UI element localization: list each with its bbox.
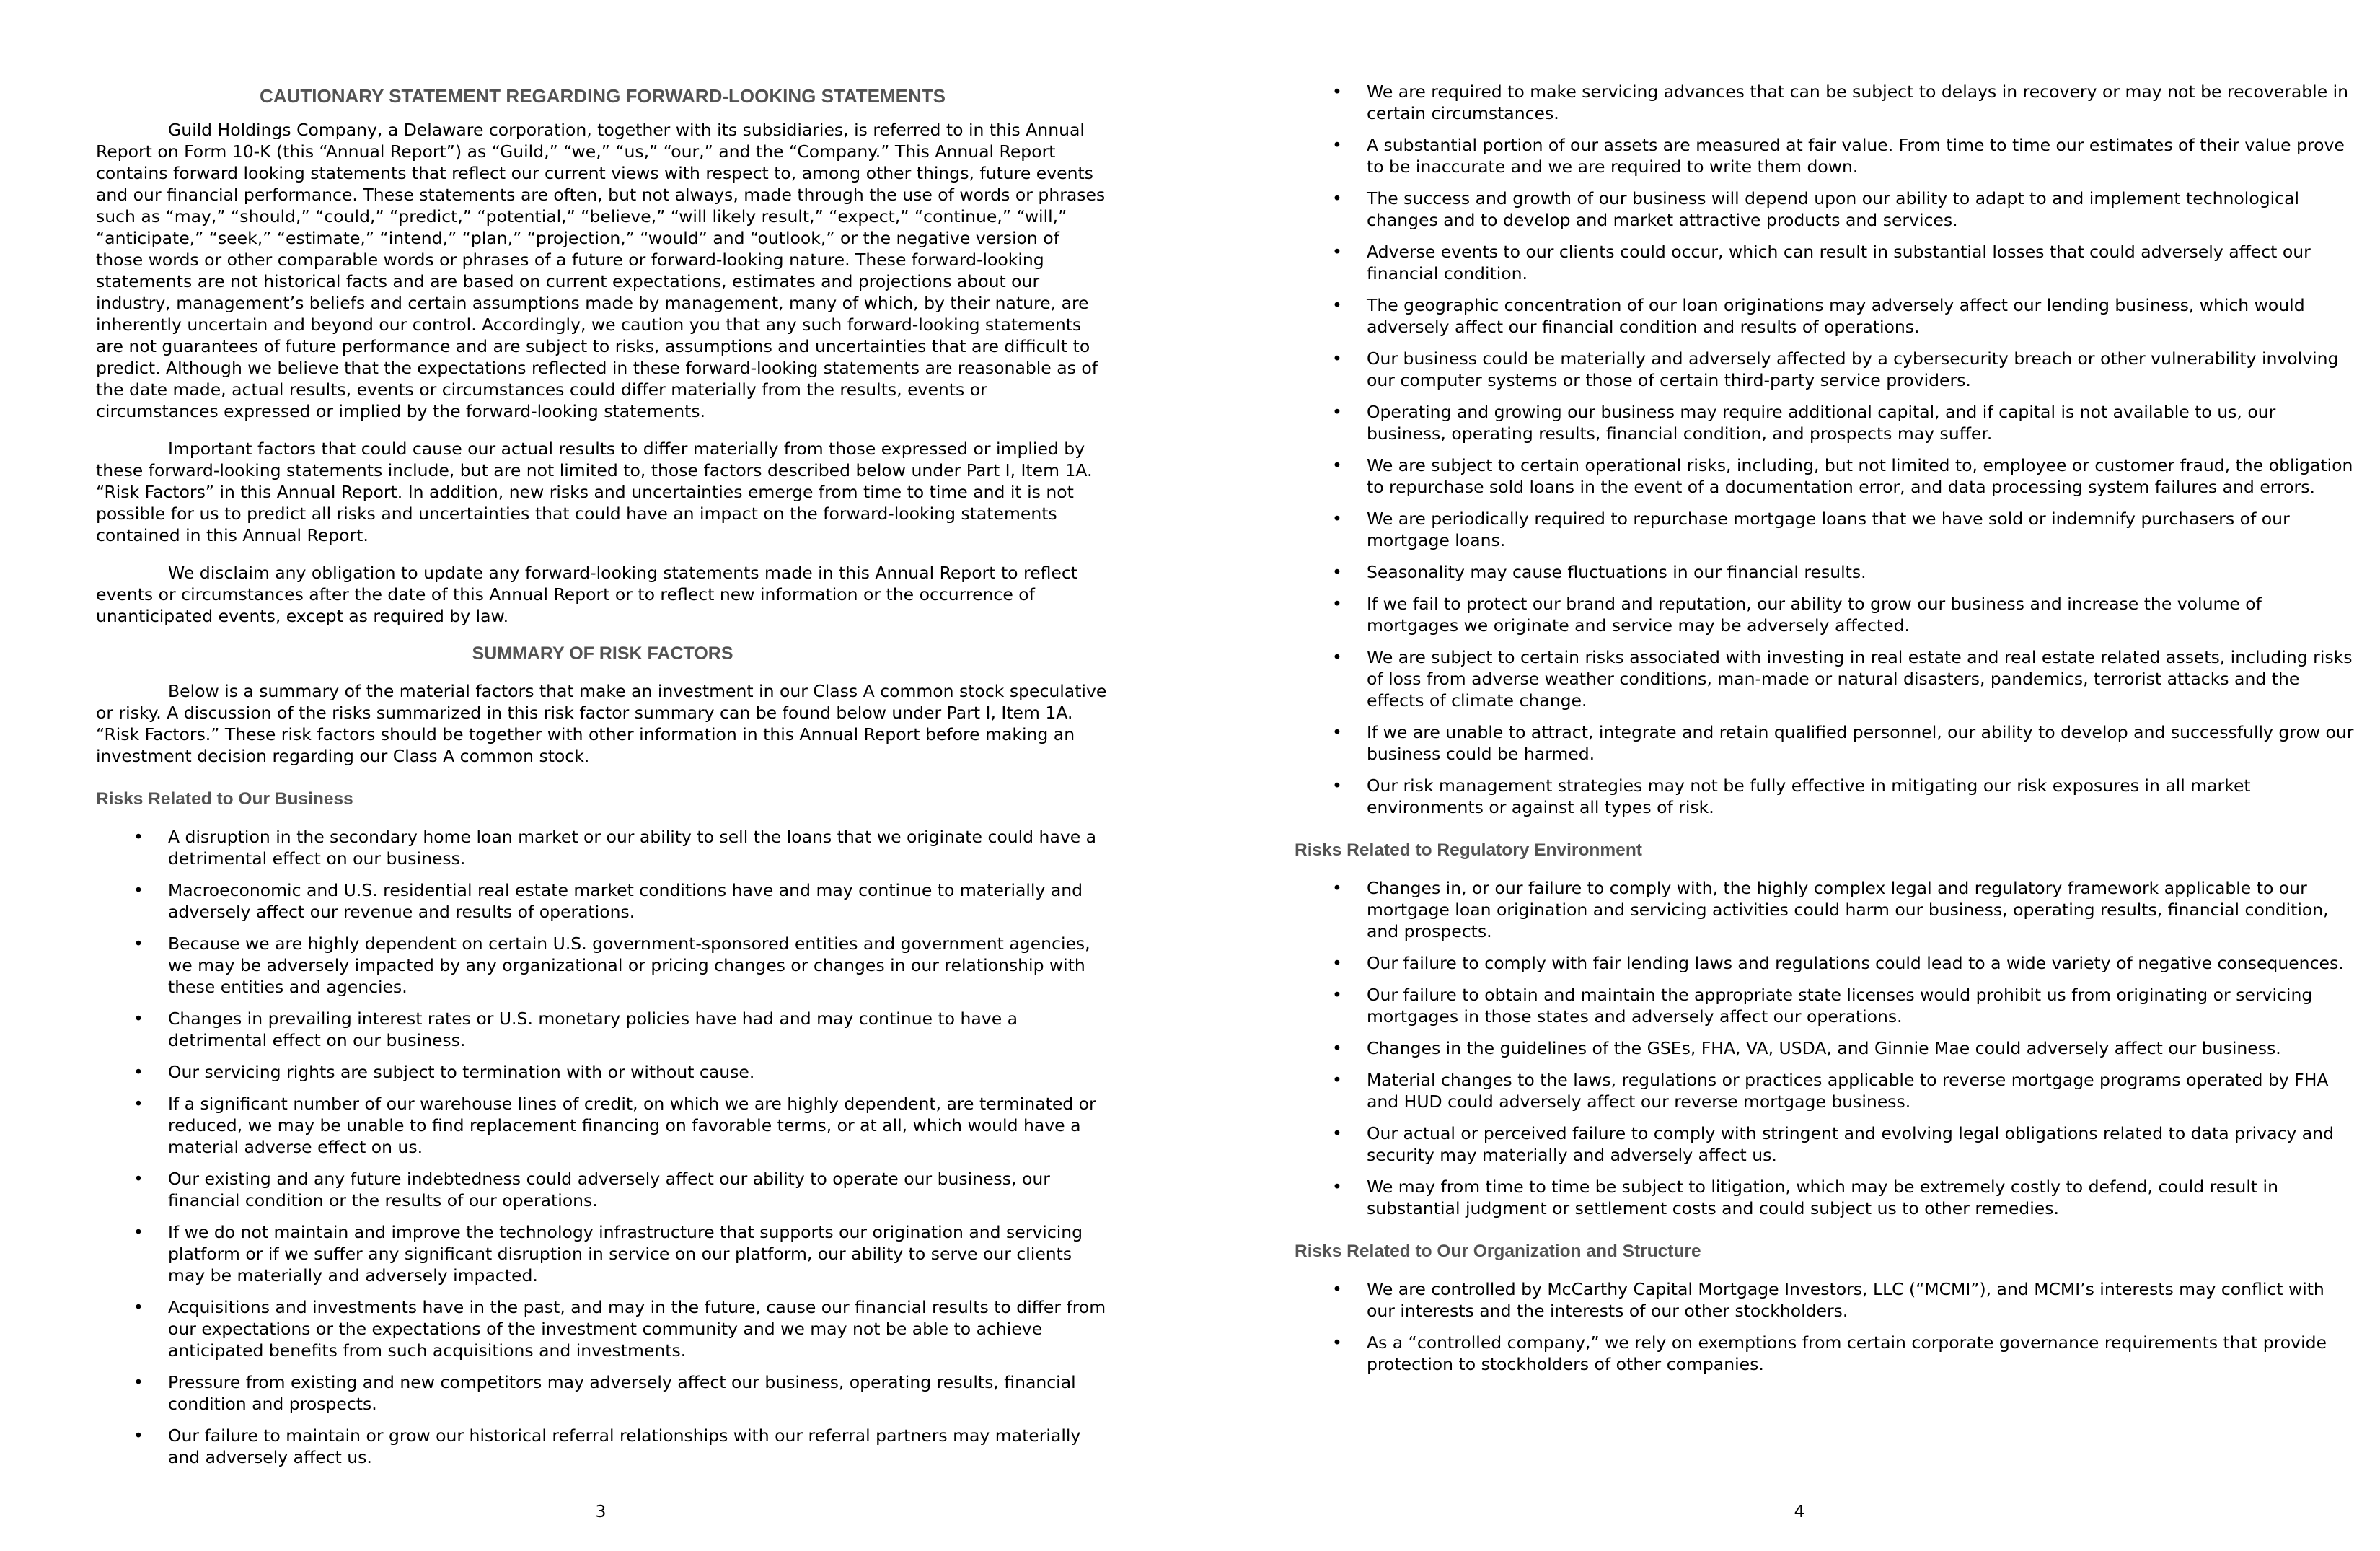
bullet-text: We may from time to time be subject to litigation, which may be extremely costly to defend, could result in substantial judgment or settlement costs and could subject us to other remedies. <box>1367 1177 2278 1218</box>
bullet-text: Acquisitions and investments have in the past, and may in the future, cause our financial results to differ from our expectations or the expectations of the investment community and we may not be able to achieve anticipated benefits from such acquisitions and investments. <box>168 1297 1106 1361</box>
list-item <box>1295 134 2355 177</box>
cautionary-paragraph-3: We disclaim any obligation to update any forward-looking statements made in this Annual Report to reflect events or circumstances after the date of this Annual Report or to reflect new information or the occurrence of unanticipated events, except as required by law. <box>96 563 1078 626</box>
list-item <box>96 879 1109 923</box>
list-item <box>1295 1037 2355 1059</box>
bullet-icon: • <box>1332 402 1342 422</box>
page-4 <box>1295 81 2355 1385</box>
summary-of-risk-factors-heading: SUMMARY OF RISK FACTORS <box>472 643 733 664</box>
list-item <box>96 1008 1109 1051</box>
bullet-icon: • <box>1332 878 1342 898</box>
bullet-text: A substantial portion of our assets are measured at fair value. From time to time our estimates of their value prove to be inaccurate and we are required to write them down. <box>1367 135 2345 177</box>
list-item <box>1295 561 2355 583</box>
bullet-text: If we fail to protect our brand and reputation, our ability to grow our business and increase the volume of mortgages we originate and service may be adversely affected. <box>1367 594 2262 636</box>
bullet-icon: • <box>1332 1332 1342 1353</box>
business-risk-bullet-list-continued <box>1295 81 2355 818</box>
bullet-text: Material changes to the laws, regulations or practices applicable to reverse mortgage programs operated by FHA and HUD could adversely affect our reverse mortgage business. <box>1367 1070 2329 1112</box>
bullet-icon: • <box>1332 1279 1342 1299</box>
bullet-icon: • <box>1332 509 1342 529</box>
list-item <box>1295 188 2355 231</box>
bullet-icon: • <box>1332 722 1342 742</box>
list-item <box>96 1168 1109 1211</box>
bullet-icon: • <box>133 1372 144 1392</box>
page-number-right: 4 <box>1794 1501 1805 1521</box>
bullet-text: If we are unable to attract, integrate and retain qualified personnel, our ability to develop and successfully grow our business could be harmed. <box>1367 722 2354 764</box>
bullet-text: The success and growth of our business will depend upon our ability to adapt to and implement technological changes and to develop and market attractive products and services. <box>1367 188 2300 230</box>
bullet-text: Our failure to obtain and maintain the appropriate state licenses would prohibit us from originating or servicing mortgages in those states and adversely affect our operations. <box>1367 985 2313 1027</box>
bullet-icon: • <box>1332 242 1342 262</box>
bullet-icon: • <box>1332 135 1342 155</box>
list-item <box>1295 952 2355 974</box>
list-item <box>96 1425 1109 1468</box>
list-item <box>1295 1278 2355 1322</box>
bullet-text: Changes in prevailing interest rates or U.S. monetary policies have had and may continue to have a detrimental effect on our business. <box>168 1009 1018 1050</box>
list-item <box>1295 646 2355 711</box>
list-item <box>1295 1069 2355 1112</box>
bullet-icon: • <box>1332 455 1342 475</box>
bullet-icon: • <box>133 1009 144 1029</box>
business-risk-bullet-list <box>96 826 1109 1468</box>
list-item <box>1295 1176 2355 1219</box>
page-number-left: 3 <box>595 1501 607 1521</box>
list-item <box>1295 508 2355 551</box>
bullet-icon: • <box>133 1297 144 1317</box>
list-item <box>1295 984 2355 1027</box>
bullet-text: Our servicing rights are subject to termination with or without cause. <box>168 1062 755 1082</box>
bullet-icon: • <box>1332 1070 1342 1090</box>
bullet-text: Adverse events to our clients could occur, which can result in substantial losses that could adversely affect our financial condition. <box>1367 242 2311 284</box>
list-item <box>96 1221 1109 1286</box>
cautionary-paragraph-1: Guild Holdings Company, a Delaware corporation, together with its subsidiaries, is referred to in this Annual Report on Form 10-K (this “Annual Report”) as “Guild,” “we,” “us,” “our,” and the “Company.” This Annual Report contains forward looking statements that reflect our current views with respect to, among other things, future events and our financial performance. These statements are often, but not always, made through the use of words or phrases such as “may,” “should,” “could,” “predict,” “potential,” “believe,” “will likely result,” “expect,” “continue,” “will,” “anticipate,” “seek,” “estimate,” “intend,” “plan,” “projection,” “would” and “outlook,” or the negative version of those words or other comparable words or phrases of a future or forward-looking nature. These forward-looking statements are not historical facts and are based on current expectations, estimates and projections about our industry, management’s beliefs and certain assumptions made by management, many of which, by their nature, are inherently uncertain and beyond our control. Accordingly, we caution you that any such forward-looking statements are not guarantees of future performance and are subject to risks, assumptions and uncertainties that are difficult to predict. Although we believe that the expectations reflected in these forward-looking statements are reasonable as of the date made, actual results, events or circumstances could differ materially from the results, events or circumstances expressed or implied by the forward-looking statements. <box>96 120 1106 421</box>
bullet-icon: • <box>1332 562 1342 582</box>
list-item <box>96 826 1109 869</box>
bullet-text: Our existing and any future indebtedness could adversely affect our ability to operate our business, our financial condition or the results of our operations. <box>168 1169 1050 1211</box>
risk-summary-paragraph: Below is a summary of the material factors that make an investment in our Class A common stock speculative or risky. A discussion of the risks summarized in this risk factor summary can be found below under Part I, Item 1A. “Risk Factors.” These risk factors should be together with other information in this Annual Report before making an investment decision regarding our Class A common stock. <box>96 681 1107 766</box>
bullet-icon: • <box>133 1062 144 1082</box>
list-item <box>1295 241 2355 284</box>
bullet-icon: • <box>133 1222 144 1242</box>
bullet-icon: • <box>133 880 144 900</box>
list-item <box>1295 348 2355 391</box>
bullet-icon: • <box>1332 1177 1342 1197</box>
bullet-icon: • <box>133 1169 144 1189</box>
bullet-text: Our actual or perceived failure to comply with stringent and evolving legal obligations related to data privacy and security may materially and adversely affect us. <box>1367 1123 2334 1165</box>
risks-organization-heading: Risks Related to Our Organization and Structure <box>1295 1242 1701 1261</box>
list-item <box>1295 401 2355 444</box>
bullet-text: As a “controlled company,” we rely on exemptions from certain corporate governance requirements that provide protection to stockholders of other companies. <box>1367 1332 2327 1374</box>
bullet-text: The geographic concentration of our loan originations may adversely affect our lending business, which would adversely affect our financial condition and results of operations. <box>1367 295 2305 337</box>
list-item <box>1295 454 2355 498</box>
bullet-text: We are subject to certain risks associated with investing in real estate and real estate related assets, including risks of loss from adverse weather conditions, man-made or natural disasters, pandemics, terrorist attacks and the effects of climate change. <box>1367 647 2353 711</box>
page-3 <box>96 85 1109 1478</box>
bullet-icon: • <box>1332 953 1342 973</box>
list-item <box>1295 721 2355 765</box>
list-item <box>1295 877 2355 942</box>
list-item <box>1295 294 2355 338</box>
risks-regulatory-heading: Risks Related to Regulatory Environment <box>1295 840 1642 860</box>
cautionary-statement-title: CAUTIONARY STATEMENT REGARDING FORWARD-LOOKING STATEMENTS <box>260 85 946 107</box>
bullet-icon: • <box>133 1094 144 1114</box>
list-item <box>96 933 1109 998</box>
bullet-text: If we do not maintain and improve the technology infrastructure that supports our origination and servicing platform or if we suffer any significant disruption in service on our platform, our ability to serve our clients may be materially and adversely impacted. <box>168 1222 1083 1286</box>
list-item <box>96 1296 1109 1361</box>
bullet-text: Changes in the guidelines of the GSEs, FHA, VA, USDA, and Ginnie Mae could adversely affect our business. <box>1367 1038 2281 1058</box>
bullet-text: Our risk management strategies may not be fully effective in mitigating our risk exposures in all market environments or against all types of risk. <box>1367 776 2251 817</box>
bullet-text: Operating and growing our business may require additional capital, and if capital is not available to us, our business, operating results, financial condition, and prospects may suffer. <box>1367 402 2276 444</box>
bullet-icon: • <box>1332 82 1342 102</box>
cautionary-paragraph-2: Important factors that could cause our actual results to differ materially from those expressed or implied by these forward-looking statements include, but are not limited to, those factors described below under Part I, Item 1A. “Risk Factors” in this Annual Report. In addition, new risks and uncertainties emerge from time to time and it is not possible for us to predict all risks and uncertainties that could have an impact on the forward-looking statements contained in this Annual Report. <box>96 439 1093 545</box>
bullet-text: We are subject to certain operational risks, including, but not limited to, employee or customer fraud, the obligation to repurchase sold loans in the event of a documentation error, and data processing system failures and errors. <box>1367 455 2353 497</box>
bullet-text: Our failure to maintain or grow our historical referral relationships with our referral partners may materially and adversely affect us. <box>168 1425 1081 1467</box>
regulatory-risk-bullet-list <box>1295 877 2355 1219</box>
bullet-text: Our failure to comply with fair lending laws and regulations could lead to a wide variety of negative consequences. <box>1367 953 2344 973</box>
list-item <box>1295 81 2355 124</box>
bullet-icon: • <box>133 827 144 847</box>
bullet-icon: • <box>1332 594 1342 614</box>
bullet-icon: • <box>1332 188 1342 208</box>
list-item <box>96 1371 1109 1415</box>
bullet-text: Pressure from existing and new competitors may adversely affect our business, operating results, financial condition and prospects. <box>168 1372 1076 1414</box>
bullet-icon: • <box>1332 647 1342 667</box>
list-item <box>1295 775 2355 818</box>
bullet-icon: • <box>1332 985 1342 1005</box>
list-item <box>1295 1122 2355 1166</box>
bullet-text: Because we are highly dependent on certain U.S. government-sponsored entities and government agencies, we may be adversely impacted by any organizational or pricing changes or changes in our relationship with these entities and agencies. <box>168 933 1090 997</box>
bullet-text: We are required to make servicing advances that can be subject to delays in recovery or may not be recoverable in certain circumstances. <box>1367 82 2349 123</box>
bullet-icon: • <box>1332 1038 1342 1058</box>
bullet-text: Seasonality may cause fluctuations in our financial results. <box>1367 562 1866 582</box>
bullet-icon: • <box>1332 295 1342 315</box>
organization-risk-bullet-list <box>1295 1278 2355 1375</box>
risks-business-heading: Risks Related to Our Business <box>96 789 353 809</box>
list-item <box>1295 1332 2355 1375</box>
bullet-text: If a significant number of our warehouse lines of credit, on which we are highly dependent, are terminated or reduced, we may be unable to find replacement financing on favorable terms, or at all, which would have a material adverse effect on us. <box>168 1094 1096 1157</box>
bullet-text: We are periodically required to repurchase mortgage loans that we have sold or indemnify purchasers of our mortgage loans. <box>1367 509 2290 550</box>
bullet-icon: • <box>1332 1123 1342 1143</box>
bullet-text: Changes in, or our failure to comply with, the highly complex legal and regulatory framework applicable to our mortgage loan origination and servicing activities could harm our business, operating results, financial condition, and prospects. <box>1367 878 2329 941</box>
bullet-icon: • <box>133 1425 144 1446</box>
bullet-icon: • <box>1332 348 1342 369</box>
bullet-text: Our business could be materially and adversely affected by a cybersecurity breach or other vulnerability involving our computer systems or those of certain third-party service providers. <box>1367 348 2339 390</box>
bullet-text: A disruption in the secondary home loan market or our ability to sell the loans that we originate could have a detrimental effect on our business. <box>168 827 1097 869</box>
bullet-text: We are controlled by McCarthy Capital Mortgage Investors, LLC (“MCMI”), and MCMI’s interests may conflict with our interests and the interests of our other stockholders. <box>1367 1279 2324 1321</box>
list-item <box>96 1093 1109 1158</box>
bullet-icon: • <box>133 933 144 954</box>
list-item <box>1295 593 2355 636</box>
list-item <box>96 1061 1109 1083</box>
bullet-icon: • <box>1332 776 1342 796</box>
bullet-text: Macroeconomic and U.S. residential real estate market conditions have and may continue to materially and adversely affect our revenue and results of operations. <box>168 880 1083 922</box>
